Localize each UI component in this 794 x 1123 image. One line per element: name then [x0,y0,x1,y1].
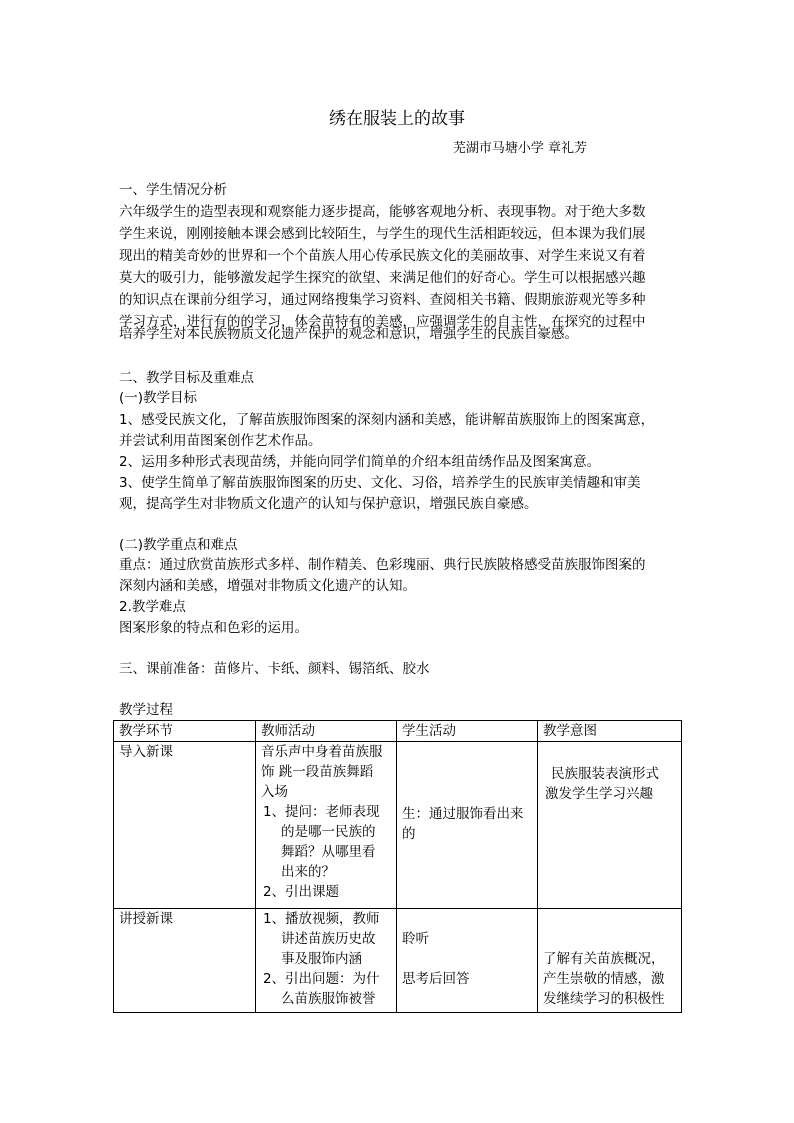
cell-line [261,909,391,929]
section1-line: 学习方式，进行有的的学习，体会苗特有的美感，应强调学生的自主性，在探究的过程中 [119,314,646,330]
goal-line: 并尝试利用苗图案创作艺术作品。 [119,433,322,449]
student-cell [397,909,538,1013]
intent-cell [538,742,682,909]
cell-line: 产生崇敬的情感，激 [543,971,665,987]
goal-line: 观，提高学生对非物质文化遗产的认知与保护意识，增强民族自豪感。 [119,496,538,512]
cell-line: 音乐声中身着苗族服 [261,744,383,760]
section3-text: 三、课前准备：苗修片、卡纸、颜料、锡箔纸、胶水 [119,661,430,677]
cell-text: 播放视频，教师 [285,911,380,927]
section2-heading: 二、教学目标及重难点 [119,370,254,386]
difficulty-text: 图案形象的特点和色彩的运用。 [119,620,308,636]
cell-line: 思考后回答 [402,971,470,987]
cell-line: 激发学生学习兴趣 [545,786,653,802]
teacher-cell [256,742,397,909]
table-header-cell: 教学环节 [114,721,256,742]
table-header-row [114,721,682,742]
section1-line: 学生来说，刚刚接触本课会感到比较陌生，与学生的现代生活相距较远，但本课为我们展 [119,226,646,242]
cell-line: 的 [402,826,416,842]
author-line: 芜湖市马塘小学 章礼芳 [452,141,587,156]
cell-line [261,882,391,902]
cell-line: 发继续学习的积极性 [543,991,665,1007]
cell-text: 提问：老师表现 [285,804,380,820]
student-cell [397,742,538,909]
cell-text: 引出问题：为什 [285,971,380,987]
document-title: 绣在服装上的故事 [329,109,465,129]
cell-line: 的是哪一民族的 [281,824,376,840]
keypoints-subheading: (二)教学重点和难点 [119,537,238,553]
cell-line: 入场 [261,784,288,800]
keypoint-line: 深刻内涵和美感，增强对非物质文化遗产的认知。 [119,578,416,594]
cell-line: 民族服装表演形式 [551,766,659,782]
list-number: 2、 [263,884,286,900]
teacher-cell [256,909,397,1013]
table-row [114,742,682,909]
stage-label: 讲授新课 [119,911,173,927]
cell-text: 引出课题 [285,884,339,900]
section1-line: 培养学生对本民族物质文化遗产保护的观念和意识，增强学生的民族自豪感。 [119,326,578,342]
goal-line: 2、运用多种形式表现苗绣，并能向同学们简单的介绍本组苗绣作品及图案寓意。 [119,454,601,470]
cell-line: 讲述苗族历史故 [281,931,376,947]
cell-line: 出来的？ [281,864,335,880]
cell-line: 舞蹈？从哪里看 [281,844,376,860]
section1-line: 现出的精美奇妙的世界和一个个苗族人用心传承民族文化的美丽故事、对学生来说又有着 [119,248,646,264]
table-header-cell: 教学意图 [538,721,682,742]
cell-line: 饰 跳一段苗族舞蹈 [261,764,374,780]
goal-line: 1、感受民族文化，了解苗族服饰图案的深刻内涵和美感，能讲解苗族服饰上的图案寓意， [119,412,655,428]
table-header-cell: 教师活动 [256,721,397,742]
section1-heading: 一、学生情况分析 [119,182,227,198]
cell-line: 事及服饰内涵 [281,951,362,967]
section1-line: 六年级学生的造型表现和观察能力逐步提高，能够客观地分析、表现事物。对于绝大多数 [119,204,646,220]
cell-line: 聆听 [402,931,429,947]
list-number: 1、 [263,911,286,927]
cell-line: 么苗族服饰被誉 [281,991,376,1007]
goals-subheading: (一)教学目标 [119,390,198,406]
list-number: 2、 [263,971,286,987]
goal-line: 3、使学生简单了解苗族服饰图案的历史、文化、习俗，培养学生的民族审美情趣和审美 [119,475,641,491]
list-number: 1、 [263,804,286,820]
table-row [114,909,682,1013]
stage-cell [114,742,256,909]
section1-line: 莫大的吸引力，能够激发起学生探究的欲望、来满足他们的好奇心。学生可以根据感兴趣 [119,270,646,286]
cell-line [261,802,391,822]
table-header-cell: 学生活动 [397,721,538,742]
stage-cell [114,909,256,1013]
keypoint-line: 重点：通过欣赏苗族形式多样、制作精美、色彩瑰丽、典行民族陂格感受苗族服饰图案的 [119,557,646,573]
stage-label: 导入新课 [119,744,173,760]
intent-cell [538,909,682,1013]
cell-line: 生：通过服饰看出来 [402,806,524,822]
difficulty-heading: 2.教学难点 [119,599,186,615]
teaching-process-table [113,720,682,1013]
cell-line [261,969,391,989]
cell-line: 了解有关苗族概况， [543,951,665,967]
section1-line: 的知识点在课前分组学习，通过网络搜集学习资料、查阅相关书籍、假期旅游观光等多种 [119,292,646,308]
process-heading: 教学过程 [119,702,173,718]
